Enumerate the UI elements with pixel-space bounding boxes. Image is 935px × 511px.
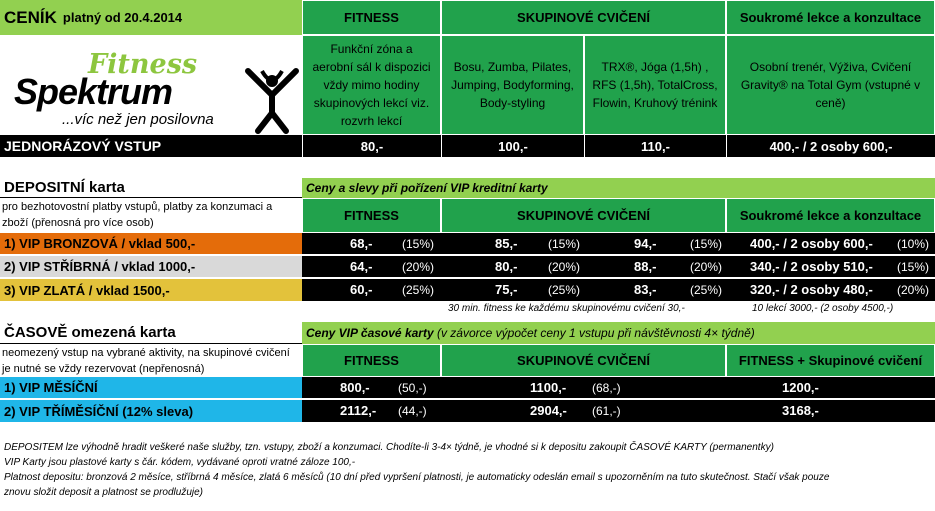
discount-private: (20%)	[897, 283, 930, 297]
price-group-2: 83,-	[634, 282, 657, 297]
timed-header-group: SKUPINOVÉ CVIČENÍ	[441, 344, 726, 377]
price-group-1: 75,-	[495, 282, 518, 297]
footer-line-4: znovu složit deposit a platnost se prodlužuje)	[4, 487, 204, 498]
timed-row-values	[302, 400, 935, 422]
logo-tagline: ...víc než jen posilovna	[62, 111, 214, 128]
deposit-row-label: 2) VIP STŘÍBRNÁ / vklad 1000,-	[0, 256, 302, 278]
deposit-header-fitness: FITNESS	[302, 198, 441, 233]
footer-notes	[4, 440, 932, 500]
timed-subtitle-main: Ceny VIP časové karty	[306, 326, 434, 340]
logo-spektrum: Spektrum	[14, 71, 173, 112]
price-private: 320,- / 2 osoby 480,-	[750, 282, 873, 297]
price-fitness: 64,-	[350, 259, 373, 274]
deposit-row-label: 3) VIP ZLATÁ / vklad 1500,-	[0, 279, 302, 301]
price-both: 3168,-	[782, 403, 819, 418]
discount-fitness: (15%)	[402, 237, 435, 251]
single-entry-label: JEDNORÁZOVÝ VSTUP	[0, 135, 302, 157]
price-group-2: 88,-	[634, 259, 657, 274]
deposit-row-values	[302, 256, 935, 278]
discount-group-1: (20%)	[548, 260, 581, 274]
footer-line-2: VIP Karty jsou plastové karty s čár. kódem, vydávané oproti vratné záloze 100,-	[4, 457, 356, 468]
price-group: 1100,-	[530, 380, 567, 395]
timed-row-values	[302, 377, 935, 399]
header-group: SKUPINOVÉ CVIČENÍ	[441, 0, 726, 35]
timed-row-label: 2) VIP TŘÍMĚSÍČNÍ (12% sleva)	[0, 400, 302, 422]
discount-private: (15%)	[897, 260, 930, 274]
price-fitness: 2112,-	[340, 403, 377, 418]
discount-group-1: (25%)	[548, 283, 581, 297]
per-visit-group: (68,-)	[592, 381, 621, 395]
price-group-1: 85,-	[495, 236, 518, 251]
deposit-note-group: 30 min. fitness ke každému skupinovému cvičení 30,-	[448, 303, 685, 314]
price-fitness: 60,-	[350, 282, 373, 297]
deposit-description: pro bezhotovostní platby vstupů, platby za konzumaci a zboží (přenosná pro více osob)	[2, 201, 273, 229]
header-fitness: FITNESS	[302, 0, 441, 35]
desc-group-2: TRX®, Jóga (1,5h) , RFS (1,5h), TotalCross, Flowin, Kruhový trénink	[584, 35, 726, 135]
price-group-2: 94,-	[634, 236, 657, 251]
deposit-header-private: Soukromé lekce a konzultace	[726, 198, 935, 233]
price-fitness: 800,-	[340, 380, 370, 395]
header-private: Soukromé lekce a konzultace	[726, 0, 935, 35]
desc-private: Osobní trenér, Výživa, Cvičení Gravity® na Total Gym (vstupné v ceně)	[726, 35, 935, 135]
timed-header-fitness: FITNESS	[302, 344, 441, 377]
logo-fitness: Fitness	[88, 49, 198, 80]
per-visit-group: (61,-)	[592, 404, 621, 418]
deposit-row-values	[302, 279, 935, 301]
timed-subtitle-note: (v závorce výpočet ceny 1 vstupu při návštěvnosti 4× týdně)	[433, 326, 755, 340]
per-visit-fitness: (44,-)	[398, 404, 427, 418]
desc-group-1: Bosu, Zumba, Pilates, Jumping, Bodyforming, Body-styling	[441, 35, 584, 135]
discount-fitness: (25%)	[402, 283, 435, 297]
timed-subtitle	[302, 322, 935, 344]
timed-description: neomezený vstup na vybrané aktivity, na skupinové cvičení je nutné se vždy rezervovat (nepřenosná)	[2, 347, 290, 375]
price-private: 400,- / 2 osoby 600,-	[750, 236, 873, 251]
single-group-1: 100,-	[441, 135, 584, 157]
valid-from: platný od 20.4.2014	[62, 10, 183, 25]
deposit-row-label: 1) VIP BRONZOVÁ / vklad 500,-	[0, 233, 302, 255]
discount-group-1: (15%)	[548, 237, 581, 251]
discount-group-2: (25%)	[690, 283, 723, 297]
price-group: 2904,-	[530, 403, 567, 418]
deposit-title: DEPOSITNÍ karta	[0, 178, 302, 198]
discount-group-2: (20%)	[690, 260, 723, 274]
single-fitness: 80,-	[302, 135, 441, 157]
logo	[0, 35, 302, 135]
deposit-header-group: SKUPINOVÉ CVIČENÍ	[441, 198, 726, 233]
discount-private: (10%)	[897, 237, 930, 251]
timed-title: ČASOVĚ omezená karta	[0, 322, 302, 344]
price-list-title	[0, 0, 302, 35]
price-group-1: 80,-	[495, 259, 518, 274]
single-group-2: 110,-	[584, 135, 726, 157]
deposit-subtitle: Ceny a slevy při pořízení VIP kreditní karty	[302, 178, 935, 198]
deposit-note-private: 10 lekcí 3000,- (2 osoby 4500,-)	[752, 303, 894, 314]
discount-group-2: (15%)	[690, 237, 723, 251]
single-private: 400,- / 2 osoby 600,-	[726, 135, 935, 157]
per-visit-fitness: (50,-)	[398, 381, 427, 395]
price-private: 340,- / 2 osoby 510,-	[750, 259, 873, 274]
deposit-row-values	[302, 233, 935, 255]
footer-line-3: Platnost depositu: bronzová 2 měsíce, stříbrná 4 měsíce, zlatá 6 měsíců (10 dní před vypršení platnosti, je automaticky odeslán email s upozorněním na tuto skutečnost. Stačí však pouze	[4, 472, 830, 483]
discount-fitness: (20%)	[402, 260, 435, 274]
footer-line-1: DEPOSITEM lze výhodně hradit veškeré naše služby, tzn. vstupy, zboží a konzumaci. Chodíte-li 3-4× týdně, je vhodné si k depositu zakoupit ČASOVÉ KARTY (permanentky)	[4, 442, 774, 453]
timed-header-both: FITNESS + Skupinové cvičení	[726, 344, 935, 377]
price-both: 1200,-	[782, 380, 819, 395]
title: CENÍK	[4, 7, 57, 27]
price-fitness: 68,-	[350, 236, 373, 251]
timed-row-label: 1) VIP MĚSÍČNÍ	[0, 377, 302, 399]
desc-fitness: Funkční zóna a aerobní sál k dispozici vždy mimo hodiny skupinových lekcí viz. rozvrh lekcí	[302, 35, 441, 135]
